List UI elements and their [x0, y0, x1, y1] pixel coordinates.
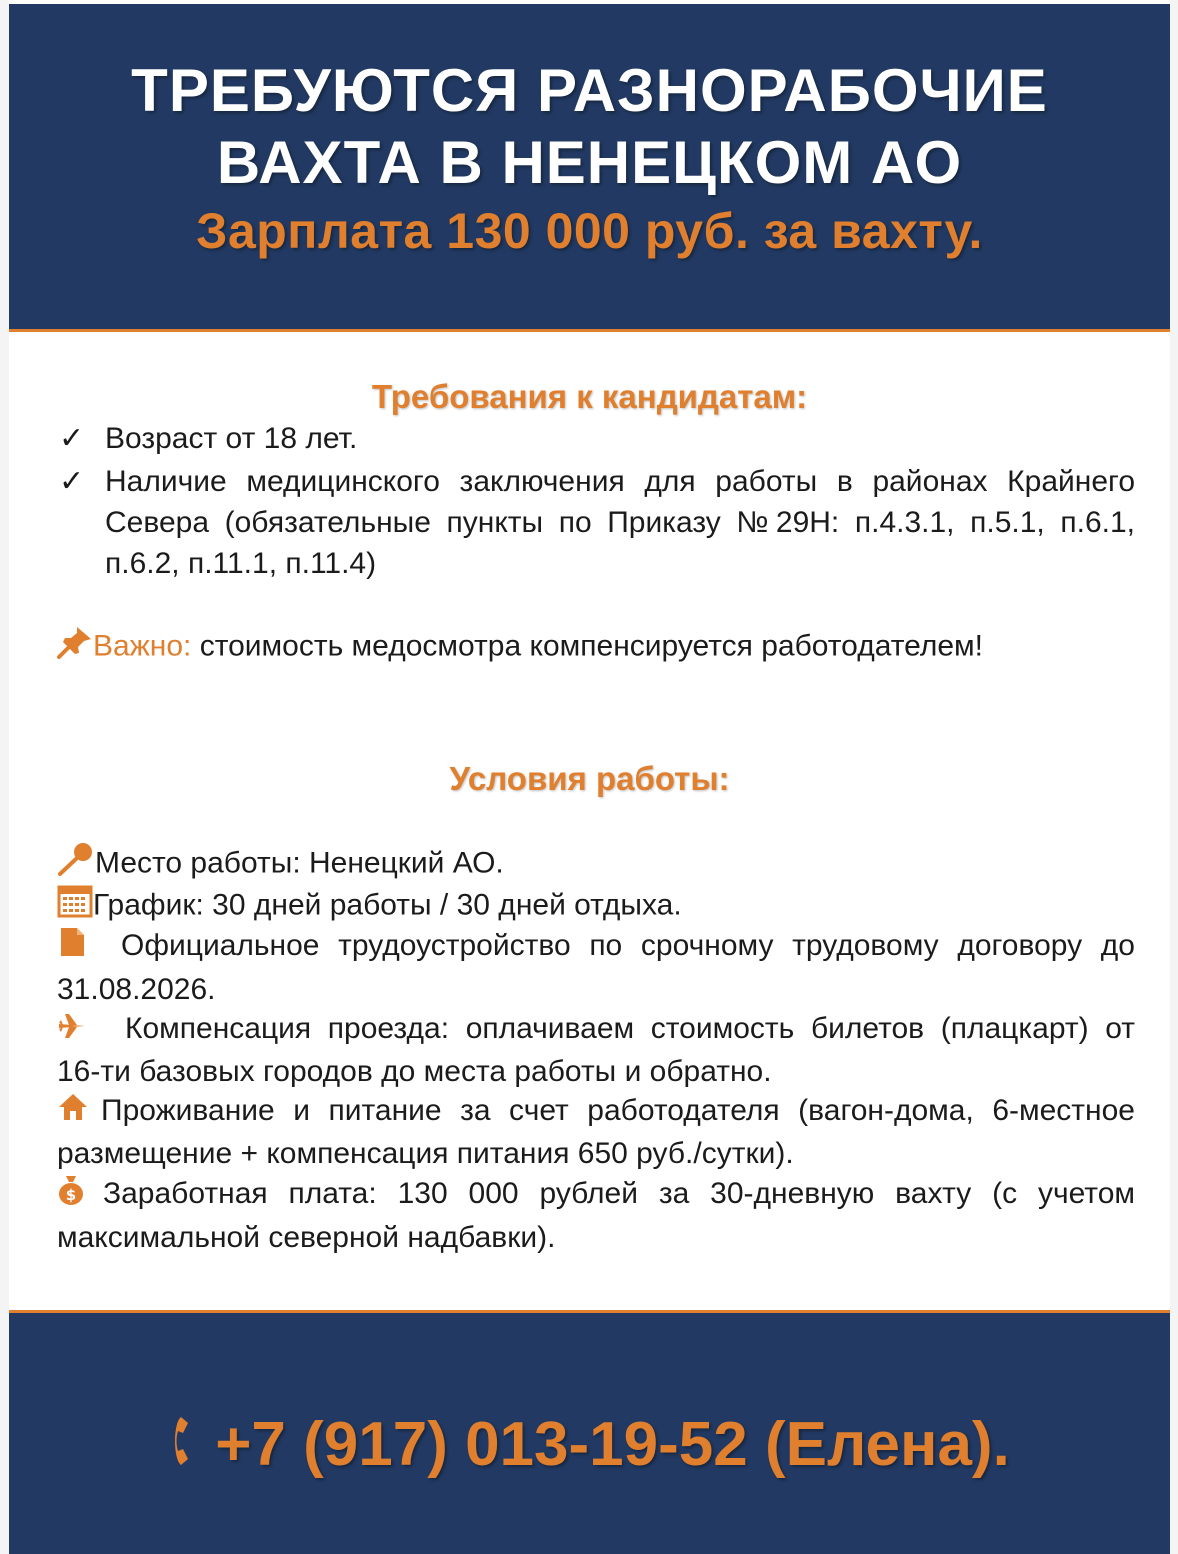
footer-banner: [9, 1310, 1170, 1554]
document-icon: [57, 926, 87, 969]
condition-text: Проживание и питание за счет работодателя (вагон-дома, 6-местное размещение + компенсация питания 650 руб./сутки).: [57, 1094, 1135, 1170]
svg-text:$: $: [65, 1185, 77, 1204]
condition-item: [57, 1008, 1135, 1092]
calendar-icon: [57, 884, 93, 929]
pin-icon: [57, 842, 95, 887]
pushpin-icon: [57, 625, 93, 670]
important-text: стоимость медосмотра компенсируется работодателем!: [191, 629, 983, 663]
condition-item: [57, 1090, 1135, 1174]
condition-item: [57, 842, 1135, 887]
important-label: Важно:: [93, 629, 192, 663]
header-banner: [9, 4, 1170, 332]
phone-icon: [169, 1413, 209, 1484]
requirements-title: Требования к кандидатам:: [371, 378, 808, 415]
check-icon: ✓: [59, 465, 85, 498]
house-icon: [57, 1092, 89, 1133]
headline: ТРЕБУЮТСЯ РАЗНОРАБОЧИЕ: [131, 57, 1048, 124]
contact-phone[interactable]: [9, 1409, 1170, 1484]
requirement-item: Наличие медицинского заключения для работы в районах Крайнего Севера (обязательные пункты по Приказу №29Н: п.4.3.1, п.5.1, п.6.1, п.6.2, п.11.1, п.11.4): [105, 465, 1135, 580]
money-bag-icon: [57, 1174, 85, 1217]
condition-text: Официальное трудоустройство по срочному трудовому договору до 31.08.2026.: [57, 929, 1135, 1006]
salary-headline: Зарплата 130 000 руб. за вахту.: [196, 203, 983, 259]
important-note: [57, 625, 1147, 670]
requirement-item: Возраст от 18 лет.: [105, 422, 358, 455]
condition-item: [57, 884, 1135, 929]
condition-item: [57, 925, 1135, 1010]
condition-item: [57, 1173, 1135, 1258]
phone-number[interactable]: +7 (917) 013-19-52 (Елена).: [215, 1410, 1010, 1479]
condition-text: Заработная плата: 130 000 рублей за 30-дневную вахту (с учетом максимальной северной надбавки).: [57, 1177, 1135, 1254]
condition-text: Компенсация проезда: оплачиваем стоимость билетов (плацкарт) от 16-ти базовых городов до места работы и обратно.: [57, 1012, 1135, 1088]
subheadline: ВАХТА В НЕНЕЦКОМ АО: [216, 129, 963, 196]
conditions-title: Условия работы:: [449, 760, 730, 797]
condition-text: Место работы: Ненецкий АО.: [95, 846, 504, 880]
vacancy-poster: [9, 0, 1170, 1551]
condition-text: График: 30 дней работы / 30 дней отдыха.: [93, 888, 682, 922]
check-icon: ✓: [59, 422, 85, 455]
airplane-icon: [57, 1010, 87, 1051]
